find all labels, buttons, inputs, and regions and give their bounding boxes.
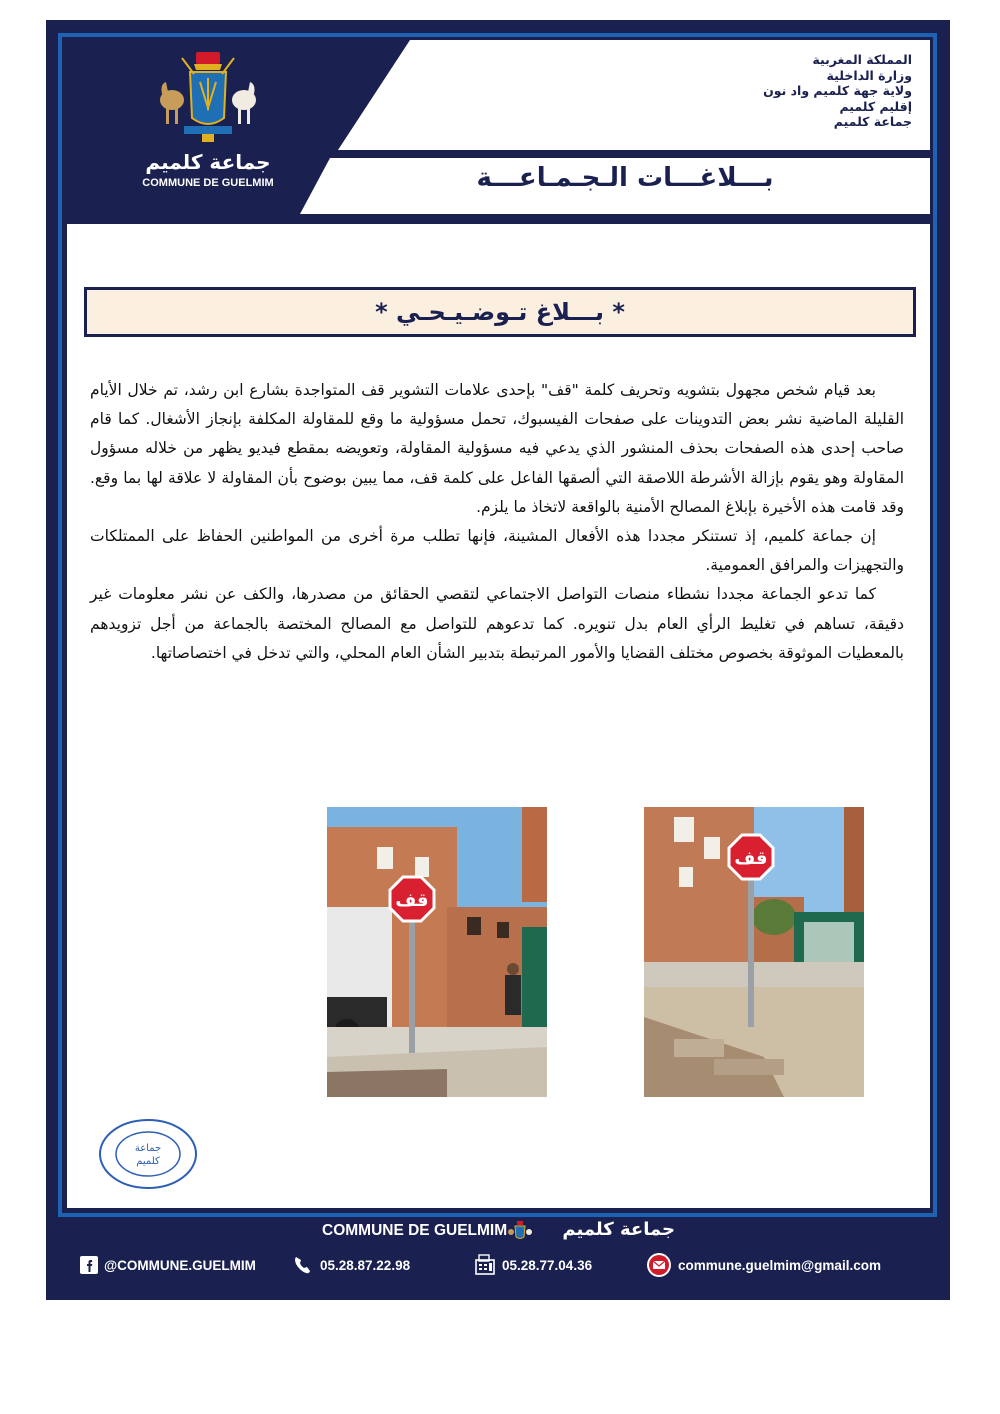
gov-line-ministry: وزارة الداخلية — [826, 67, 912, 83]
document-text — [90, 376, 904, 668]
stop-sign-text-right: قف — [734, 848, 768, 869]
photo-stop-sign-sidewalk — [644, 807, 864, 1097]
paragraph-2: إن جماعة كلميم، إذ تستنكر مجددا هذه الأفعال المشينة، فإنها تطلب مرة أخرى من المواطنين الحفاظ على الممتلكات والتجهيزات والمرافق العمومية. — [90, 527, 904, 575]
svg-text:جماعة: جماعة — [134, 1143, 162, 1154]
commune-name-french: COMMUNE DE GUELMIM — [142, 177, 274, 189]
email-address: commune.guelmim@gmail.com — [678, 1257, 881, 1273]
footer-fax[interactable] — [474, 1252, 592, 1278]
stop-sign-text-left: قف — [395, 890, 429, 911]
commune-name-arabic: جماعة كلميم — [145, 150, 271, 174]
footer-phone[interactable] — [292, 1252, 410, 1278]
footer-commune-french: COMMUNE DE GUELMIM — [322, 1222, 508, 1239]
official-stamp — [98, 1118, 198, 1190]
paragraph-3: كما تدعو الجماعة مجددا نشطاء منصات التواصل الاجتماعي لتقصي الحقائق من مصدرها، والكف عن نشر معلومات غير دقيقة، تساهم في تغليط الرأي العام بدل تنويره. كما تدعوهم للتواصل مع المصالح المختصة بالجماعة من أجل تزويدهم بالمعطيات الموثوقة بخصوص مختلف القضايا والأمور المرتبطة بتدبير الشأن العام المحلي، والتي تدخل في اختصاصاتها. — [90, 585, 904, 662]
footer-commune-arabic: جماعة كلميم — [562, 1219, 675, 1240]
fax-number: 05.28.77.04.36 — [502, 1257, 593, 1273]
gov-line-commune: جماعة كلميم — [833, 114, 912, 129]
banner-title: بـــلاغـــات الـجـمـاعـــة — [476, 163, 774, 193]
footer-emblem-icon — [508, 1220, 532, 1242]
svg-text:كلميم: كلميم — [136, 1156, 160, 1167]
document-title: * بـــلاغ تـوضـيـحـي * — [84, 287, 916, 337]
government-header — [552, 52, 912, 130]
gov-line-kingdom: المملكة المغربية — [812, 52, 912, 67]
footer-email[interactable] — [646, 1252, 881, 1278]
gov-line-region: ولاية جهة كلميم واد نون — [763, 83, 912, 98]
photo-stop-sign-street — [327, 807, 547, 1097]
gov-line-province: إقليم كلميم — [839, 98, 912, 114]
email-icon — [646, 1252, 672, 1278]
paragraph-1: بعد قيام شخص مجهول بتشويه وتحريف كلمة "قف" بإحدى علامات التشوير قف المتواجدة بشارع ابن رشد، تم خلال الأيام القليلة الماضية نشر بعض التدوينات على صفحات الفيسبوك، تحمل مسؤولية ما وقع للمقاولة المكلفة بإنجاز الأشغال. كما قام صاحب إحدى هذه الصفحات بحذف المنشور الذي يدعي فيه مسؤولية المقاولة، وتعويضه بمقطع فيديو يظهر من خلاله مسؤول المقاولة وهو يقوم بإزالة الأشرطة اللاصقة التي ألصقها الفاعل على كلمة قف، مما يبين بوضوح بأن المقاولة لا علاقة لها بما وقع. وقد قامت هذه الأخيرة بإبلاغ المصالح الأمنية بالواقعة لاتخاذ ما يلزم. — [90, 381, 904, 516]
commune-logo-icon — [158, 48, 258, 148]
footer-facebook[interactable] — [80, 1252, 256, 1278]
phone-number: 05.28.87.22.98 — [320, 1257, 411, 1273]
facebook-handle: @COMMUNE.GUELMIM — [104, 1257, 256, 1273]
phone-icon — [292, 1255, 314, 1275]
facebook-icon — [80, 1256, 98, 1274]
fax-icon — [474, 1254, 496, 1276]
